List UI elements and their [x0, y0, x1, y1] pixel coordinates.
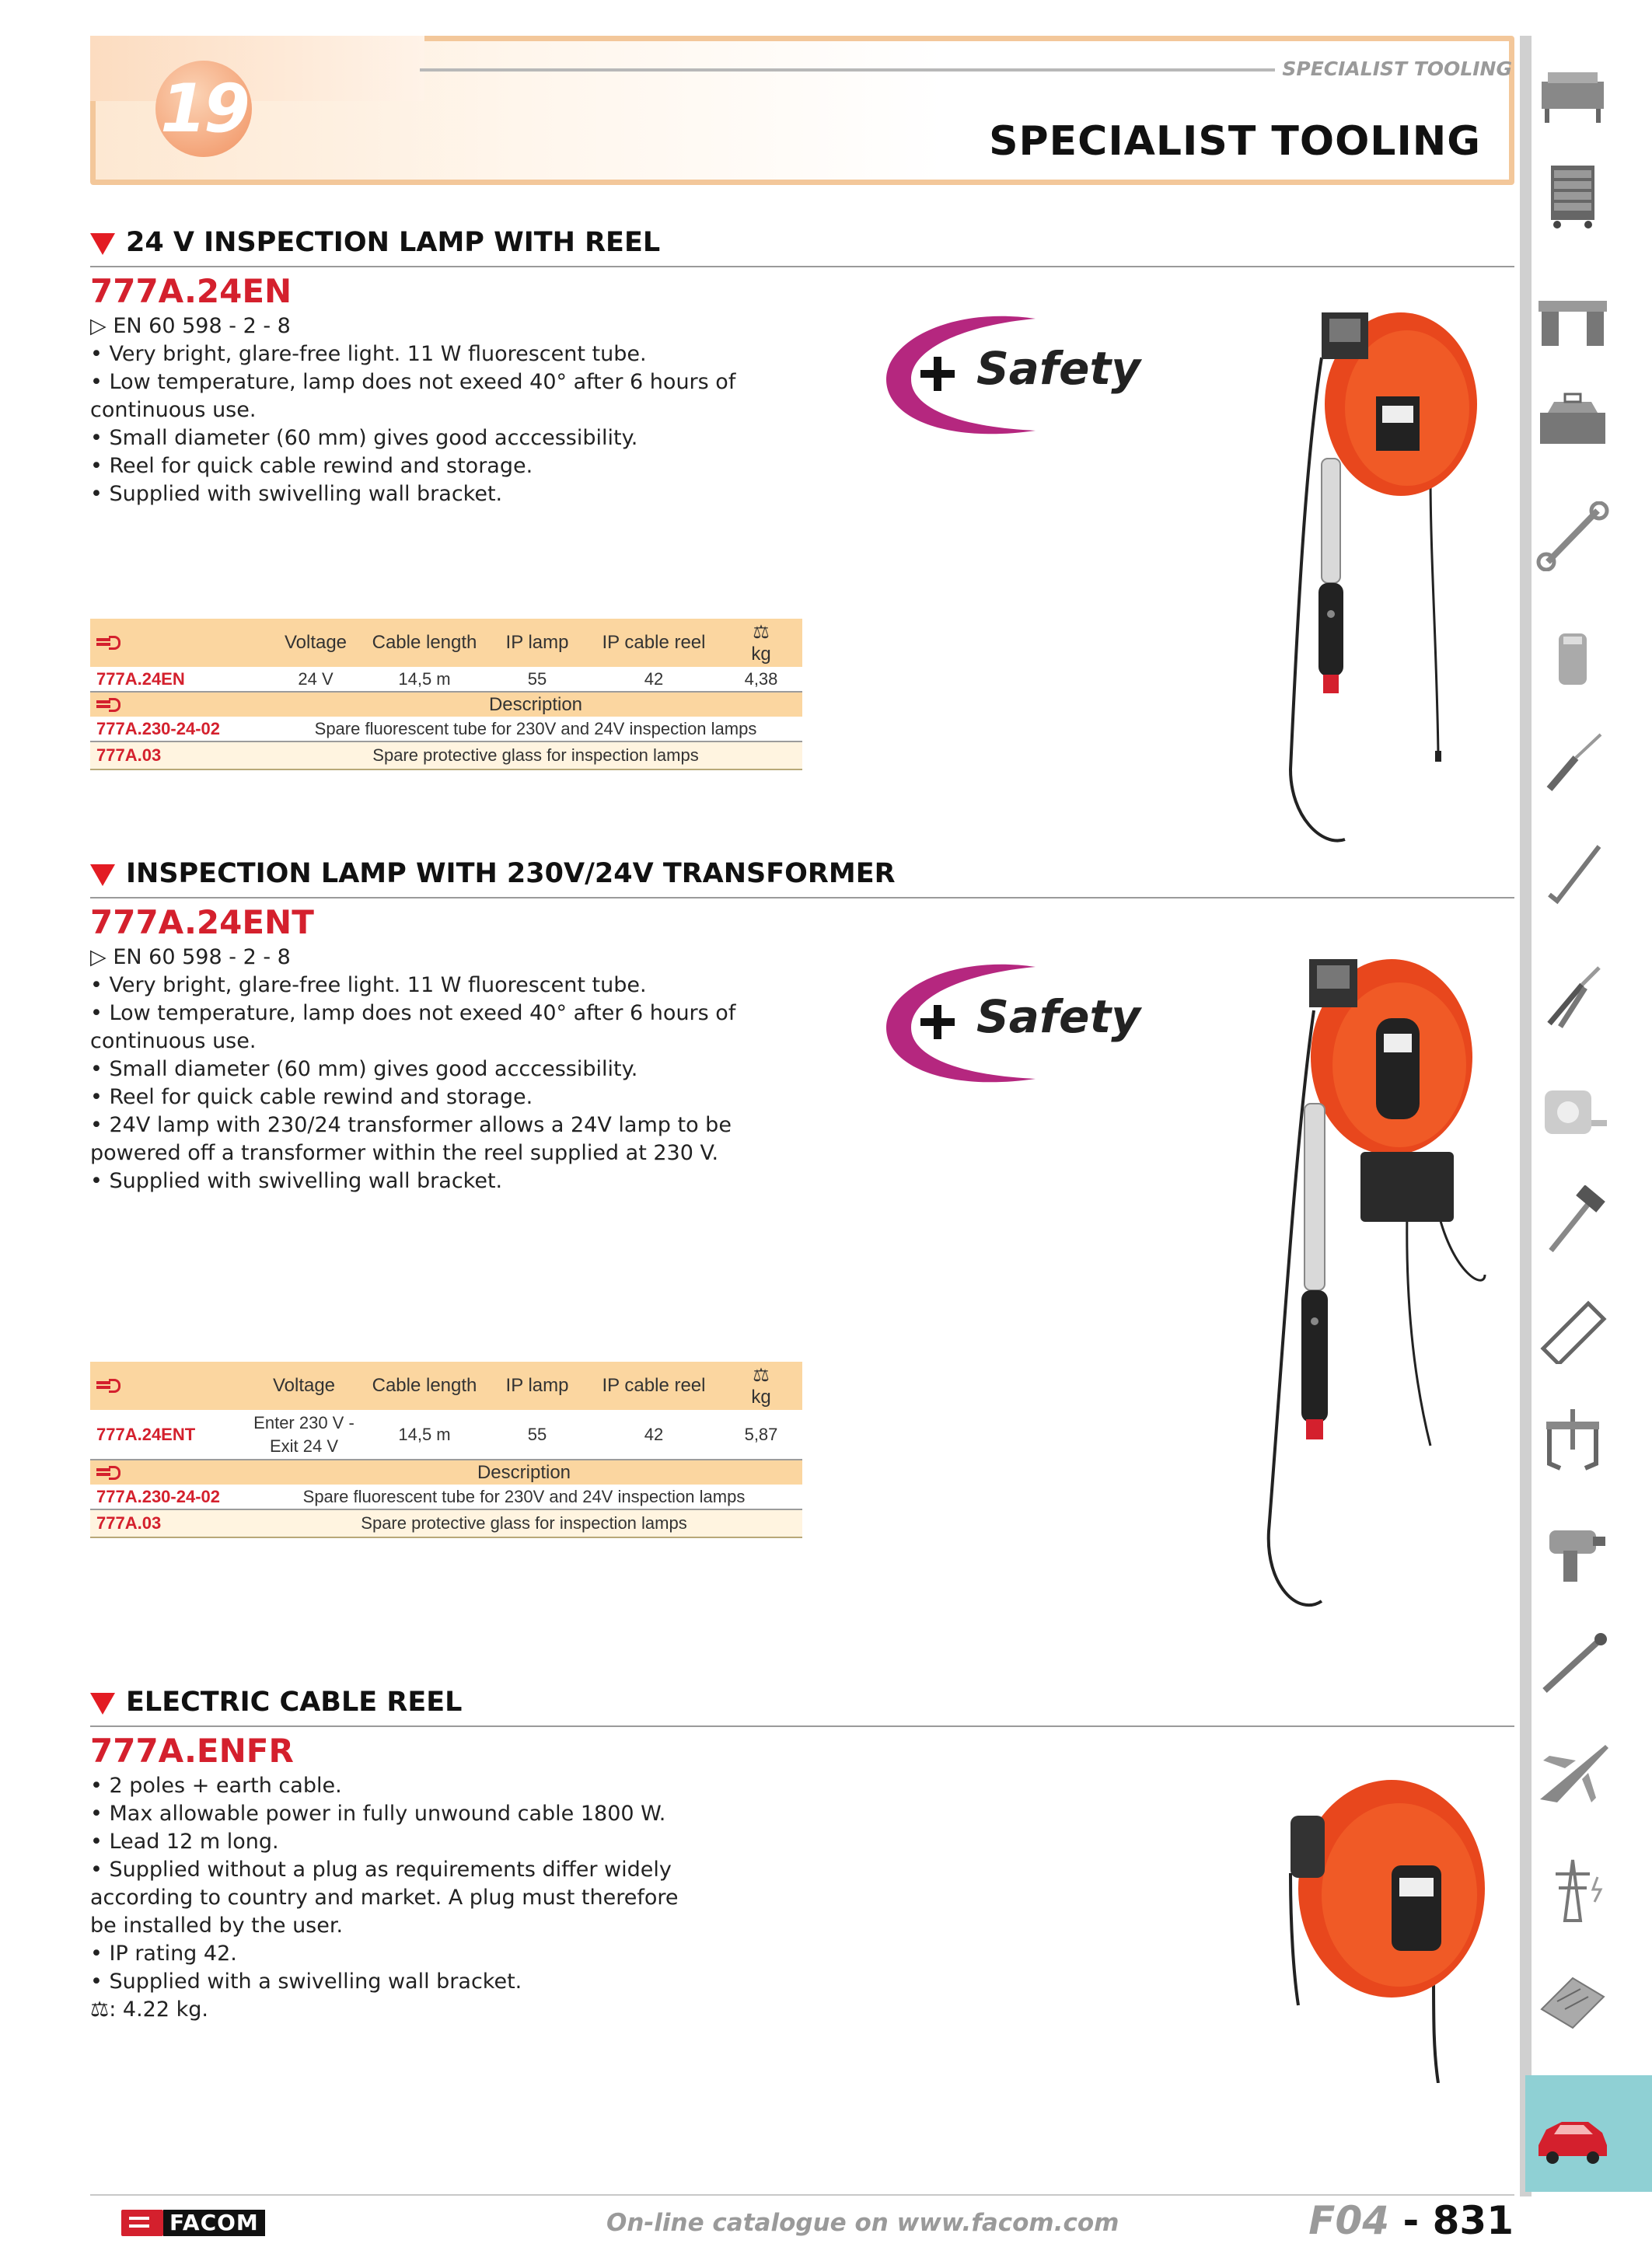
- chapter-number-badge: 19: [155, 61, 252, 157]
- chapter-thumb-hammer-icon[interactable]: [1528, 1181, 1618, 1259]
- section-rule: [90, 897, 1514, 898]
- table-cell: 55: [527, 1424, 547, 1444]
- table-cell-reference: 777A.24ENT: [96, 1424, 196, 1444]
- page-prefix: F04: [1308, 2198, 1390, 2243]
- section-title: 24 V INSPECTION LAMP WITH REEL: [126, 227, 661, 258]
- chapter-thumb-wrench-icon[interactable]: [1528, 497, 1618, 575]
- product-reference: 777A.24ENT: [90, 903, 314, 941]
- description-line: • Supplied with swivelling wall bracket.: [90, 482, 503, 506]
- table-cell: 14,5 m: [398, 668, 451, 689]
- description-line: • Small diameter (60 mm) gives good acccessibility.: [90, 1057, 638, 1081]
- chapter-thumb-electrical-pylon-icon[interactable]: [1528, 1850, 1618, 1928]
- description-line: • 2 poles + earth cable.: [90, 1774, 342, 1798]
- safety-text: Safety: [976, 990, 1141, 1043]
- column-header: IP cable reel: [602, 1375, 706, 1396]
- column-header: kg: [751, 1386, 771, 1408]
- page-separator: -: [1389, 2198, 1433, 2243]
- description-line: • 24V lamp with 230/24 transformer allows a 24V lamp to be powered off a transformer within the reel supplied at 230 V.: [90, 1113, 732, 1165]
- description-line: ⚖: 4.22 kg.: [90, 1998, 208, 2022]
- chapter-thumb-bench-icon[interactable]: [1528, 280, 1618, 358]
- header-small-title: SPECIALIST TOOLING: [1282, 58, 1512, 80]
- column-header: IP lamp: [505, 1375, 569, 1396]
- description-line: • Max allowable power in fully unwound cable 1800 W.: [90, 1802, 666, 1826]
- chapter-thumb-torque-wrench-icon[interactable]: [1528, 1624, 1618, 1702]
- description-line: • Supplied with swivelling wall bracket.: [90, 1169, 503, 1193]
- inspection-lamp-reel-image: [1275, 303, 1485, 863]
- description-line: • Reel for quick cable rewind and storage.: [90, 1085, 533, 1109]
- column-header: Voltage: [272, 1375, 336, 1396]
- page-number: [1308, 2198, 1514, 2243]
- table-cell: Spare fluorescent tube for 230V and 24V inspection lamps: [302, 1486, 746, 1506]
- description-line: • Lead 12 m long.: [90, 1830, 279, 1854]
- safety-badge: [880, 959, 1141, 1091]
- section-rule: [90, 1725, 1514, 1727]
- description-line: ▷ EN 60 598 - 2 - 8: [90, 945, 291, 969]
- chapter-thumb-aircraft-icon[interactable]: [1528, 1733, 1618, 1811]
- product-description: [90, 1772, 681, 2024]
- chapter-thumb-tape-measure-icon[interactable]: [1528, 1073, 1618, 1150]
- table-row: [90, 667, 802, 692]
- product-description: [90, 312, 774, 508]
- facom-logo-mark-icon: [121, 2210, 163, 2236]
- description-line: • Supplied with a swivelling wall bracket.: [90, 1970, 522, 1994]
- description-line: • Small diameter (60 mm) gives good acccessibility.: [90, 426, 638, 450]
- column-header: Voltage: [284, 632, 348, 653]
- column-header: Cable length: [372, 632, 477, 653]
- table-cell: Spare protective glass for inspection lamps: [361, 1513, 687, 1533]
- product-table-24ent: [90, 1362, 802, 1538]
- safety-badge: [880, 311, 1141, 443]
- table-cell-reference: 777A.03: [96, 745, 162, 765]
- table-row: [90, 741, 802, 769]
- page-title: SPECIALIST TOOLING: [989, 118, 1481, 165]
- table-cell-reference: 777A.230-24-02: [96, 718, 221, 738]
- product-reference: 777A.ENFR: [90, 1732, 294, 1770]
- weight-scale-icon: ⚖: [753, 1364, 770, 1386]
- table-row: [90, 1410, 802, 1460]
- table-cell: 42: [644, 1424, 664, 1444]
- description-line: • IP rating 42.: [90, 1942, 237, 1966]
- column-header: IP cable reel: [602, 632, 706, 653]
- header-rule: [420, 68, 1275, 72]
- product-description: [90, 944, 774, 1195]
- section-title: ELECTRIC CABLE REEL: [126, 1687, 463, 1718]
- table-cell-reference: 777A.03: [96, 1513, 162, 1533]
- chapter-thumb-circuit-board-icon[interactable]: [1528, 1959, 1618, 2036]
- description-line: • Reel for quick cable rewind and storage.: [90, 454, 533, 478]
- safety-text: Safety: [976, 342, 1141, 395]
- page-number-value: 831: [1432, 2198, 1514, 2243]
- facom-logo-text: FACOM: [163, 2210, 265, 2236]
- table-row: [90, 1485, 802, 1509]
- description-line: • Low temperature, lamp does not exeed 40° after 6 hours of continuous use.: [90, 1001, 736, 1053]
- column-header: Cable length: [372, 1375, 477, 1396]
- product-table-24en: [90, 619, 802, 770]
- section-title: INSPECTION LAMP WITH 230V/24V TRANSFORMER: [126, 858, 896, 889]
- chapter-thumb-screwdriver-icon[interactable]: [1528, 723, 1618, 801]
- column-header: Description: [477, 1461, 571, 1483]
- table-cell-reference: 777A.230-24-02: [96, 1486, 221, 1506]
- column-header: kg: [751, 643, 771, 665]
- table-cell-reference: 777A.24EN: [96, 668, 185, 689]
- inspection-lamp-transformer-reel-image: [1259, 948, 1493, 1617]
- table-row: [90, 1509, 802, 1537]
- description-line: • Very bright, glare-free light. 11 W fluorescent tube.: [90, 342, 647, 366]
- chapter-thumb-hex-key-icon[interactable]: [1528, 832, 1618, 909]
- facom-reference-icon: [96, 698, 121, 710]
- table-cell: Spare protective glass for inspection lamps: [372, 745, 699, 765]
- footer-rule: [90, 2194, 1514, 2196]
- table-cell: 42: [644, 668, 664, 689]
- chapter-header-tab: [90, 36, 424, 101]
- facom-reference-icon: [96, 636, 121, 648]
- section-triangle-icon: [90, 864, 115, 886]
- chapter-thumb-car-icon[interactable]: [1528, 2095, 1618, 2172]
- description-line: • Very bright, glare-free light. 11 W fluorescent tube.: [90, 973, 647, 997]
- table-cell: 5,87: [744, 1424, 778, 1444]
- table-cell: 14,5 m: [398, 1424, 451, 1444]
- description-line: ▷ EN 60 598 - 2 - 8: [90, 314, 291, 338]
- spares-header-row: [90, 692, 802, 717]
- section-rule: [90, 266, 1514, 267]
- table-cell: 24 V: [298, 668, 334, 689]
- description-line: • Low temperature, lamp does not exeed 40° after 6 hours of continuous use.: [90, 370, 736, 422]
- table-cell: Spare fluorescent tube for 230V and 24V inspection lamps: [314, 718, 757, 738]
- chapter-thumb-workbench-icon[interactable]: [1528, 54, 1618, 132]
- description-line: • Supplied without a plug as requirements differ widely according to country and market. A plug must therefore be installed by the user.: [90, 1858, 679, 1938]
- facom-reference-icon: [96, 1379, 121, 1391]
- spares-header-row: [90, 1460, 802, 1485]
- section-triangle-icon: [90, 1693, 115, 1715]
- table-header-row: [90, 619, 802, 667]
- section-triangle-icon: [90, 233, 115, 255]
- chapter-thumb-socket-icon[interactable]: [1528, 622, 1618, 700]
- table-row: [90, 717, 802, 741]
- chapter-thumb-toolbox-icon[interactable]: [1528, 381, 1618, 459]
- column-header: IP lamp: [505, 632, 569, 653]
- product-reference: 777A.24EN: [90, 272, 292, 310]
- table-cell: 4,38: [744, 668, 778, 689]
- catalogue-url[interactable]: On-line catalogue on www.facom.com: [606, 2209, 1119, 2237]
- table-cell: 55: [527, 668, 547, 689]
- chapter-thumb-puller-icon[interactable]: [1528, 1399, 1618, 1477]
- chapter-thumb-impact-wrench-icon[interactable]: [1528, 1516, 1618, 1593]
- chapter-thumb-pliers-icon[interactable]: [1528, 956, 1618, 1034]
- table-header-row: [90, 1362, 802, 1410]
- weight-scale-icon: ⚖: [753, 621, 770, 643]
- chapter-thumb-tool-trolley-icon[interactable]: [1528, 155, 1618, 233]
- column-header: Description: [488, 693, 583, 715]
- facom-reference-icon: [96, 1466, 121, 1478]
- table-cell: Enter 230 V - Exit 24 V: [253, 1412, 354, 1456]
- electric-cable-reel-image: [1267, 1772, 1493, 2083]
- facom-logo: [121, 2207, 277, 2238]
- chapter-thumb-saw-icon[interactable]: [1528, 1290, 1618, 1368]
